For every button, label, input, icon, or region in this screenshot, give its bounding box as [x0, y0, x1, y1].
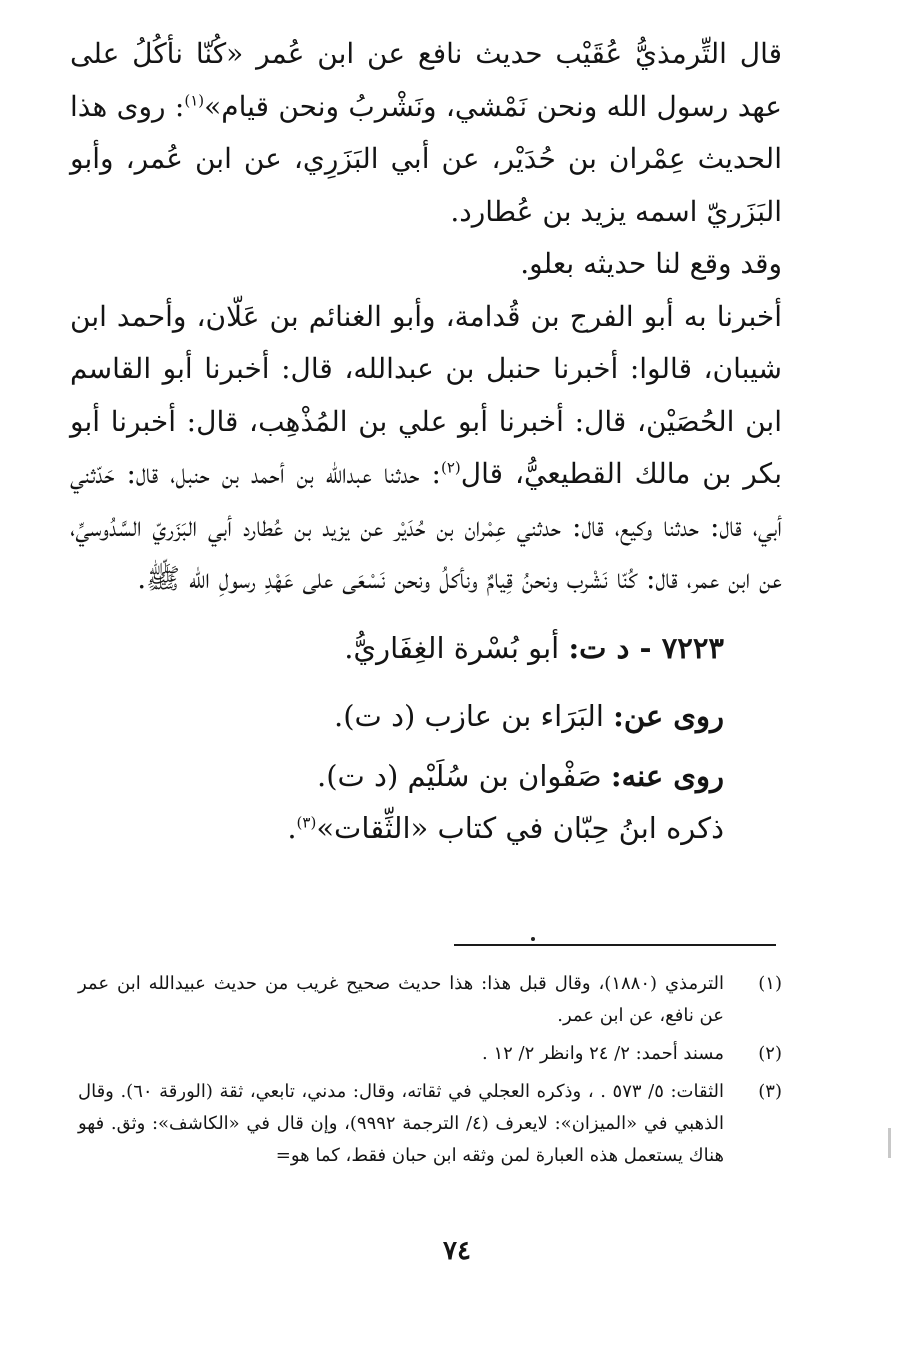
margin-mark — [888, 1128, 891, 1158]
main-text — [70, 28, 782, 854]
paragraph-2-text: وقد وقع لنا حديثه بعلو. — [520, 247, 782, 280]
footnote-text: الثقات: ٥/ ٥٧٣ . ، وذكره العجلي في ثقاته، وقال: مدني، تابعي، ثقة (الورقة ٦٠). وقال الذهبي في «الميزان»: لايعرف (٤/ الترجمة ٩٩٩٢)، وإن قال في «الكاشف»: وثق. فهو هناك يستعمل هذه العبارة لمن وثقه ابن حبان فقط، كما هو= — [78, 1081, 724, 1166]
entry-name: أبو بُسْرة الغِفَاريُّ. — [344, 630, 560, 665]
paragraph-3-text: أخبرنا به أبو الفرج بن قُدامة، وأبو الغنائم بن عَلّان، وأحمد ابن شيبان، قالوا: أخبرنا حنبل بن عبدالله، قال: أخبرنا أبو القاسم ابن الحُصَيْن، قال: أخبرنا أبو علي بن المُذْهِب، قال: أخبرنا أبو بكر بن مالك القطيعيُّ، قال — [70, 299, 782, 490]
footnote-number: (٢) — [758, 1043, 782, 1064]
entry-number: ٧٢٢٣ - د ت: — [568, 630, 724, 665]
mention-text: ذكره ابنُ حِبّان في كتاب «الثِّقات» — [316, 810, 724, 845]
narrated-from-line — [70, 682, 782, 750]
separator-dot — [531, 937, 535, 941]
footnote-text: الترمذي (١٨٨٠)، وقال قبل هذا: هذا حديث صحيح غريب من حديث عبيدالله ابن عمر عن نافع، عن ابن عمر. — [78, 973, 724, 1026]
narrated-by-label: روى عنه: — [610, 758, 724, 793]
footnote-2 — [78, 1038, 782, 1070]
footnotes — [78, 968, 782, 1178]
entry-heading — [70, 614, 782, 682]
narrated-from-label: روى عن: — [613, 698, 724, 733]
paragraph-3-text-cont: : حدثنا عبدالله بن أحمد بن حنبل، قال: حَدّثني أبي، قال: حدثنا وكيع، قال: حدثني عِمْران بن حُدَيْر عن يزيد بن عُطارد أبي البَزَريّ السَّدُوسيِّ، عن ابن عمر، قال: كُنّا نَشْرب ونحنُ قِيامٌ ونأكلُ ونحن نَسْعَى على عَهْدِ رسولِ الله ﷺ. — [70, 457, 783, 595]
mention-line — [70, 802, 782, 854]
paragraph-2 — [70, 238, 782, 291]
footnote-number: (٣) — [758, 1081, 782, 1102]
footnote-ref-2[interactable]: (٢) — [441, 458, 461, 477]
footnote-ref-3[interactable]: (٣) — [296, 812, 317, 831]
paragraph-1-text: قال التِّرمذيُّ عُقَيْب حديث نافع عن ابن عُمر «كُنّا نأكُلُ على عهد رسول الله ونحن نَمْشي، ونَشْربُ ونحن قيام» — [70, 37, 783, 123]
footnote-text: مسند أحمد: ٢/ ٢٤ وانظر ٢/ ١٢ . — [482, 1043, 724, 1064]
footnote-number: (١) — [758, 973, 782, 994]
narrated-from-text: البَرَاء بن عازب (د ت). — [334, 698, 604, 733]
footnote-separator — [454, 944, 776, 946]
paragraph-3 — [70, 291, 782, 606]
footnote-1 — [78, 968, 782, 1032]
narrated-by-line — [70, 750, 782, 802]
footnote-3 — [78, 1076, 782, 1172]
narrated-by-text: صَفْوان بن سُلَيْم (د ت). — [316, 758, 602, 793]
paragraph-1 — [70, 28, 782, 238]
page-number: ٧٤ — [443, 1236, 471, 1266]
footnote-ref-1[interactable]: (١) — [184, 91, 205, 110]
mention-end: . — [287, 810, 297, 845]
paragraph-1-text-cont: : روى هذا الحديث عِمْران بن حُدَيْر، عن أبي البَزَرِي، عن ابن عُمر، وأبو البَزَريّ اسمه يزيد بن عُطارد. — [70, 89, 782, 228]
